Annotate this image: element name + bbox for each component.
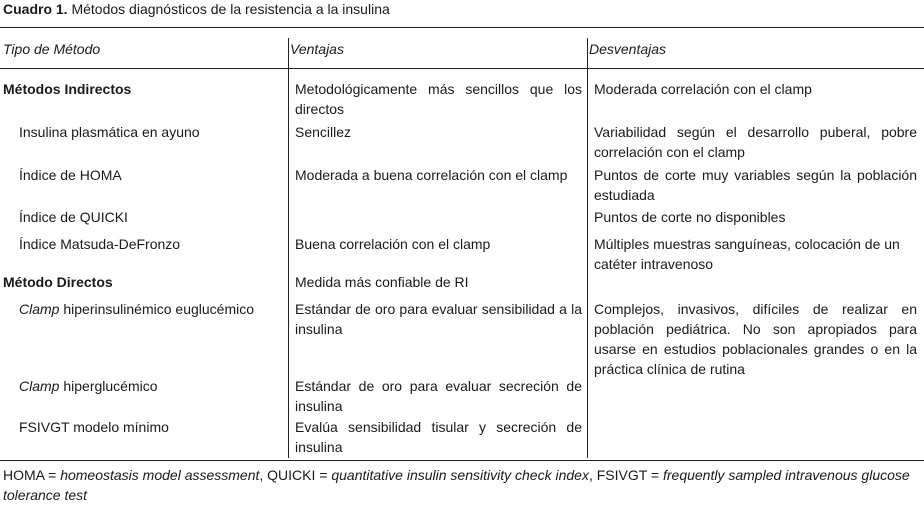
footnote-expansion: frequently sampled intravenous glucose tolerance test xyxy=(3,467,910,503)
row-advantages: Medida más confiable de RI xyxy=(295,274,469,290)
row-advantages: Moderada a buena correlación con el clamp xyxy=(295,167,568,183)
row-disadvantages: Puntos de corte no disponibles xyxy=(594,209,786,225)
footnote-text: , QUICKI = xyxy=(259,467,332,483)
footnote-text: , FSIVGT = xyxy=(588,467,663,483)
row-disadvantages: Moderada correlación con el clamp xyxy=(594,81,812,97)
top-rule xyxy=(0,27,924,28)
row-disadvantages: Puntos de corte muy variables según la población estudiada xyxy=(594,167,917,203)
row-disadvantages: Múltiples muestras sanguíneas, colocación de un catéter intravenoso xyxy=(594,236,900,272)
row-method: Índice de QUICKI xyxy=(19,209,128,225)
row-advantages: Metodológicamente más sencillos que los directos xyxy=(295,81,582,117)
row-method: Métodos Indirectos xyxy=(3,81,132,97)
row-method: Índice Matsuda-DeFronzo xyxy=(19,236,181,252)
method-italic-term: Clamp xyxy=(19,378,60,394)
table-footnote xyxy=(3,465,921,505)
row-advantages: Estándar de oro para evaluar secreción de insulina xyxy=(295,378,582,414)
bottom-rule xyxy=(0,460,924,461)
row-method: Método Directos xyxy=(3,274,113,290)
row-method: Índice de HOMA xyxy=(19,167,122,183)
column-divider-1 xyxy=(288,38,289,458)
method-rest: hiperinsulinémico euglucémico xyxy=(59,301,255,317)
footnote-expansion: quantitative insulin sensitivity check index xyxy=(331,467,589,483)
footnote-text: HOMA = xyxy=(3,467,61,483)
caption-title: Métodos diagnósticos de la resistencia a la insulina xyxy=(71,1,390,17)
table-caption xyxy=(3,0,390,18)
row-method xyxy=(19,376,158,396)
method-rest: hiperglucémico xyxy=(59,378,158,394)
footnote-expansion: homeostasis model assessment xyxy=(60,467,260,483)
row-advantages: Evalúa sensibilidad tisular y secreción de insulina xyxy=(295,419,582,455)
column-divider-2 xyxy=(587,38,588,458)
header-advantages: Ventajas xyxy=(290,41,344,57)
header-disadvantages: Desventajas xyxy=(589,41,667,57)
header-method: Tipo de Método xyxy=(3,41,101,57)
row-method: Insulina plasmática en ayuno xyxy=(19,124,200,140)
row-advantages: Sencillez xyxy=(295,124,352,140)
header-rule xyxy=(0,68,924,69)
method-italic-term: Clamp xyxy=(19,301,60,317)
row-method: FSIVGT modelo mínimo xyxy=(19,419,169,435)
row-disadvantages: Variabilidad según el desarrollo puberal, pobre correlación con el clamp xyxy=(594,124,917,160)
row-advantages: Buena correlación con el clamp xyxy=(295,236,491,252)
row-advantages: Estándar de oro para evaluar sensibilidad a la insulina xyxy=(295,301,582,337)
caption-label: Cuadro 1. xyxy=(3,1,68,17)
row-disadvantages: Complejos, invasivos, difíciles de realizar en población pediátrica. No son apropiados para usarse en estudios poblacionales grandes o en la práctica clínica de rutina xyxy=(594,301,917,377)
row-method xyxy=(19,299,254,319)
